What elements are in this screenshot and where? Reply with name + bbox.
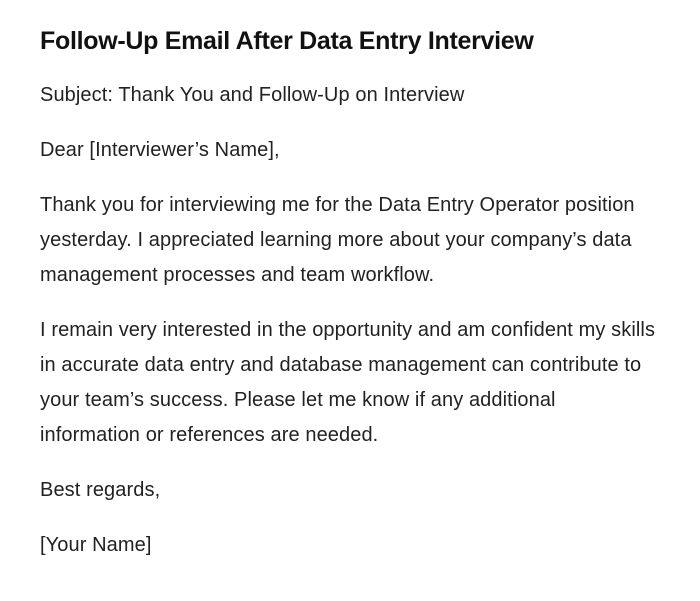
- email-subject: Subject: Thank You and Follow-Up on Interview: [40, 84, 465, 106]
- email-greeting: Dear [Interviewer’s Name],: [40, 139, 280, 161]
- email-paragraph-1: Thank you for interviewing me for the Data Entry Operator position yesterday. I appreciated learning more about your company’s data management processes and team workflow.: [40, 194, 635, 286]
- email-paragraph-2: I remain very interested in the opportunity and am confident my skills in accurate data entry and database management can contribute to your team’s success. Please let me know if any additional information or references are needed.: [40, 319, 656, 446]
- email-closing: Best regards,: [40, 479, 161, 501]
- email-signature: [Your Name]: [40, 534, 152, 556]
- page-title: Follow-Up Email After Data Entry Interview: [40, 27, 534, 55]
